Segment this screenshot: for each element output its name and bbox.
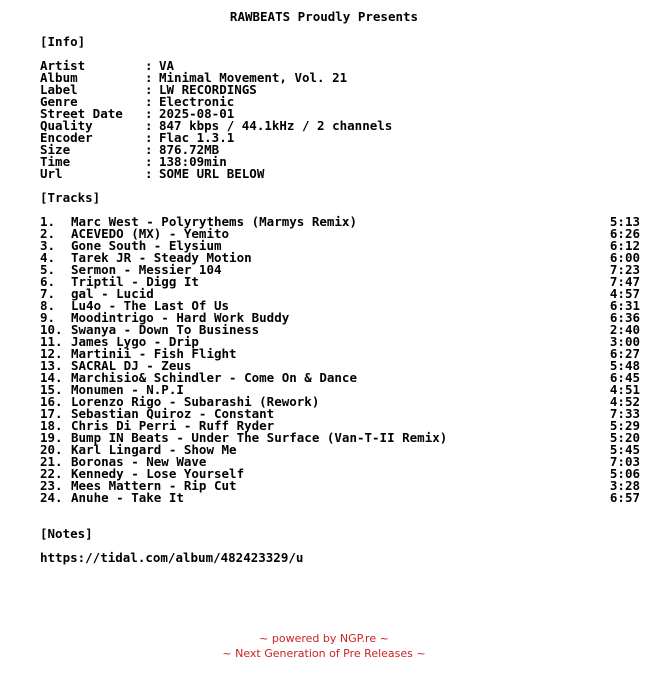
track-duration: 6:27 [609,346,640,361]
track-title: Lu4o - The Last Of Us [71,298,230,313]
notes-section-title: [Notes] [40,526,93,541]
track-number: 17. [40,406,63,421]
track-number: 14. [40,370,63,385]
info-value: 876.72MB [159,142,220,157]
track-duration: 4:57 [609,286,640,301]
track-title: Mees Mattern - Rip Cut [71,478,237,493]
track-duration: 3:28 [609,478,640,493]
track-number: 16. [40,394,63,409]
track-title: Swanya - Down To Business [71,322,260,337]
track-duration: 7:03 [609,454,640,469]
track-number: 7. [40,286,56,301]
track-duration: 4:52 [609,394,640,409]
info-value: 2025-08-01 [159,106,235,121]
info-value: SOME URL BELOW [159,166,265,181]
track-duration: 6:26 [609,226,640,241]
info-key: Genre [40,94,78,109]
info-key: Time [40,154,71,169]
info-value: 138:09min [159,154,227,169]
track-duration: 4:51 [609,382,640,397]
notes-url: https://tidal.com/album/482423329/u [40,550,304,565]
track-duration: 7:23 [609,262,640,277]
track-title: James Lygo - Drip [71,334,199,349]
track-number: 20. [40,442,63,457]
info-separator: : [145,106,153,121]
track-number: 2. [40,226,56,241]
track-title: Martinii - Fish Flight [71,346,237,361]
track-number: 6. [40,274,56,289]
track-title: Tarek JR - Steady Motion [71,250,252,265]
track-title: Kennedy - Lose Yourself [71,466,245,481]
track-number: 18. [40,418,63,433]
footer-tagline: ~ Next Generation of Pre Releases ~ [222,647,426,660]
track-duration: 6:45 [609,370,640,385]
track-duration: 2:40 [609,322,640,337]
track-number: 19. [40,430,63,445]
track-title: SACRAL DJ - Zeus [71,358,192,373]
track-duration: 5:45 [609,442,640,457]
info-separator: : [145,94,153,109]
track-number: 23. [40,478,63,493]
info-key: Album [40,70,78,85]
track-number: 8. [40,298,56,313]
info-key: Encoder [40,130,93,145]
info-separator: : [145,166,153,181]
track-duration: 3:00 [609,334,640,349]
track-title: Lorenzo Rigo - Subarashi (Rework) [71,394,320,409]
track-title: Chris Di Perri - Ruff Ryder [71,418,275,433]
track-number: 12. [40,346,63,361]
info-key: Artist [40,58,86,73]
track-title: Triptil - Digg It [71,274,199,289]
info-separator: : [145,154,153,169]
track-number: 3. [40,238,56,253]
info-separator: : [145,118,153,133]
track-duration: 5:06 [609,466,640,481]
info-key: Quality [40,118,93,133]
track-number: 5. [40,262,56,277]
info-value: LW RECORDINGS [159,82,257,97]
track-title: Sebastian Quiroz - Constant [71,406,275,421]
track-duration: 5:29 [609,418,640,433]
track-duration: 7:33 [609,406,640,421]
info-key: Url [40,166,63,181]
track-number: 15. [40,382,63,397]
track-number: 22. [40,466,63,481]
info-value: 847 kbps / 44.1kHz / 2 channels [159,118,393,133]
info-key: Size [40,142,71,157]
track-title: Karl Lingard - Show Me [71,442,237,457]
track-duration: 6:31 [609,298,640,313]
track-number: 11. [40,334,63,349]
track-number: 1. [40,214,56,229]
track-duration: 7:47 [609,274,640,289]
track-title: ACEVEDO (MX) - Yemito [71,226,230,241]
info-section-title: [Info] [40,34,86,49]
info-separator: : [145,70,153,85]
track-number: 21. [40,454,63,469]
track-title: gal - Lucid [71,286,154,301]
info-value: Minimal Movement, Vol. 21 [159,70,348,85]
info-separator: : [145,82,153,97]
track-duration: 5:48 [609,358,640,373]
info-value: VA [159,58,175,73]
track-duration: 6:36 [609,310,640,325]
track-title: Gone South - Elysium [71,238,222,253]
info-value: Electronic [159,94,235,109]
track-number: 24. [40,490,63,505]
track-title: Bump IN Beats - Under The Surface (Van-T-II Remix) [71,430,448,445]
track-number: 13. [40,358,63,373]
footer-powered-by: ~ powered by NGP.re ~ [259,632,389,645]
track-duration: 5:13 [609,214,640,229]
info-key: Street Date [40,106,123,121]
info-key: Label [40,82,78,97]
track-title: Marchisio& Schindler - Come On & Dance [71,370,357,385]
track-duration: 6:00 [609,250,640,265]
info-separator: : [145,58,153,73]
track-title: Boronas - New Wave [71,454,207,469]
track-title: Moodintrigo - Hard Work Buddy [71,310,290,325]
track-title: Sermon - Messier 104 [71,262,222,277]
info-value: Flac 1.3.1 [159,130,235,145]
track-duration: 6:57 [609,490,640,505]
page-header: RAWBEATS Proudly Presents [229,9,419,24]
track-number: 4. [40,250,56,265]
track-number: 9. [40,310,56,325]
track-number: 10. [40,322,63,337]
tracks-section-title: [Tracks] [40,190,101,205]
track-duration: 5:20 [609,430,640,445]
track-title: Anuhe - Take It [71,490,184,505]
track-duration: 6:12 [609,238,640,253]
track-title: Monumen - N.P.I [71,382,184,397]
info-separator: : [145,142,153,157]
track-title: Marc West - Polyrythems (Marmys Remix) [71,214,357,229]
info-separator: : [145,130,153,145]
